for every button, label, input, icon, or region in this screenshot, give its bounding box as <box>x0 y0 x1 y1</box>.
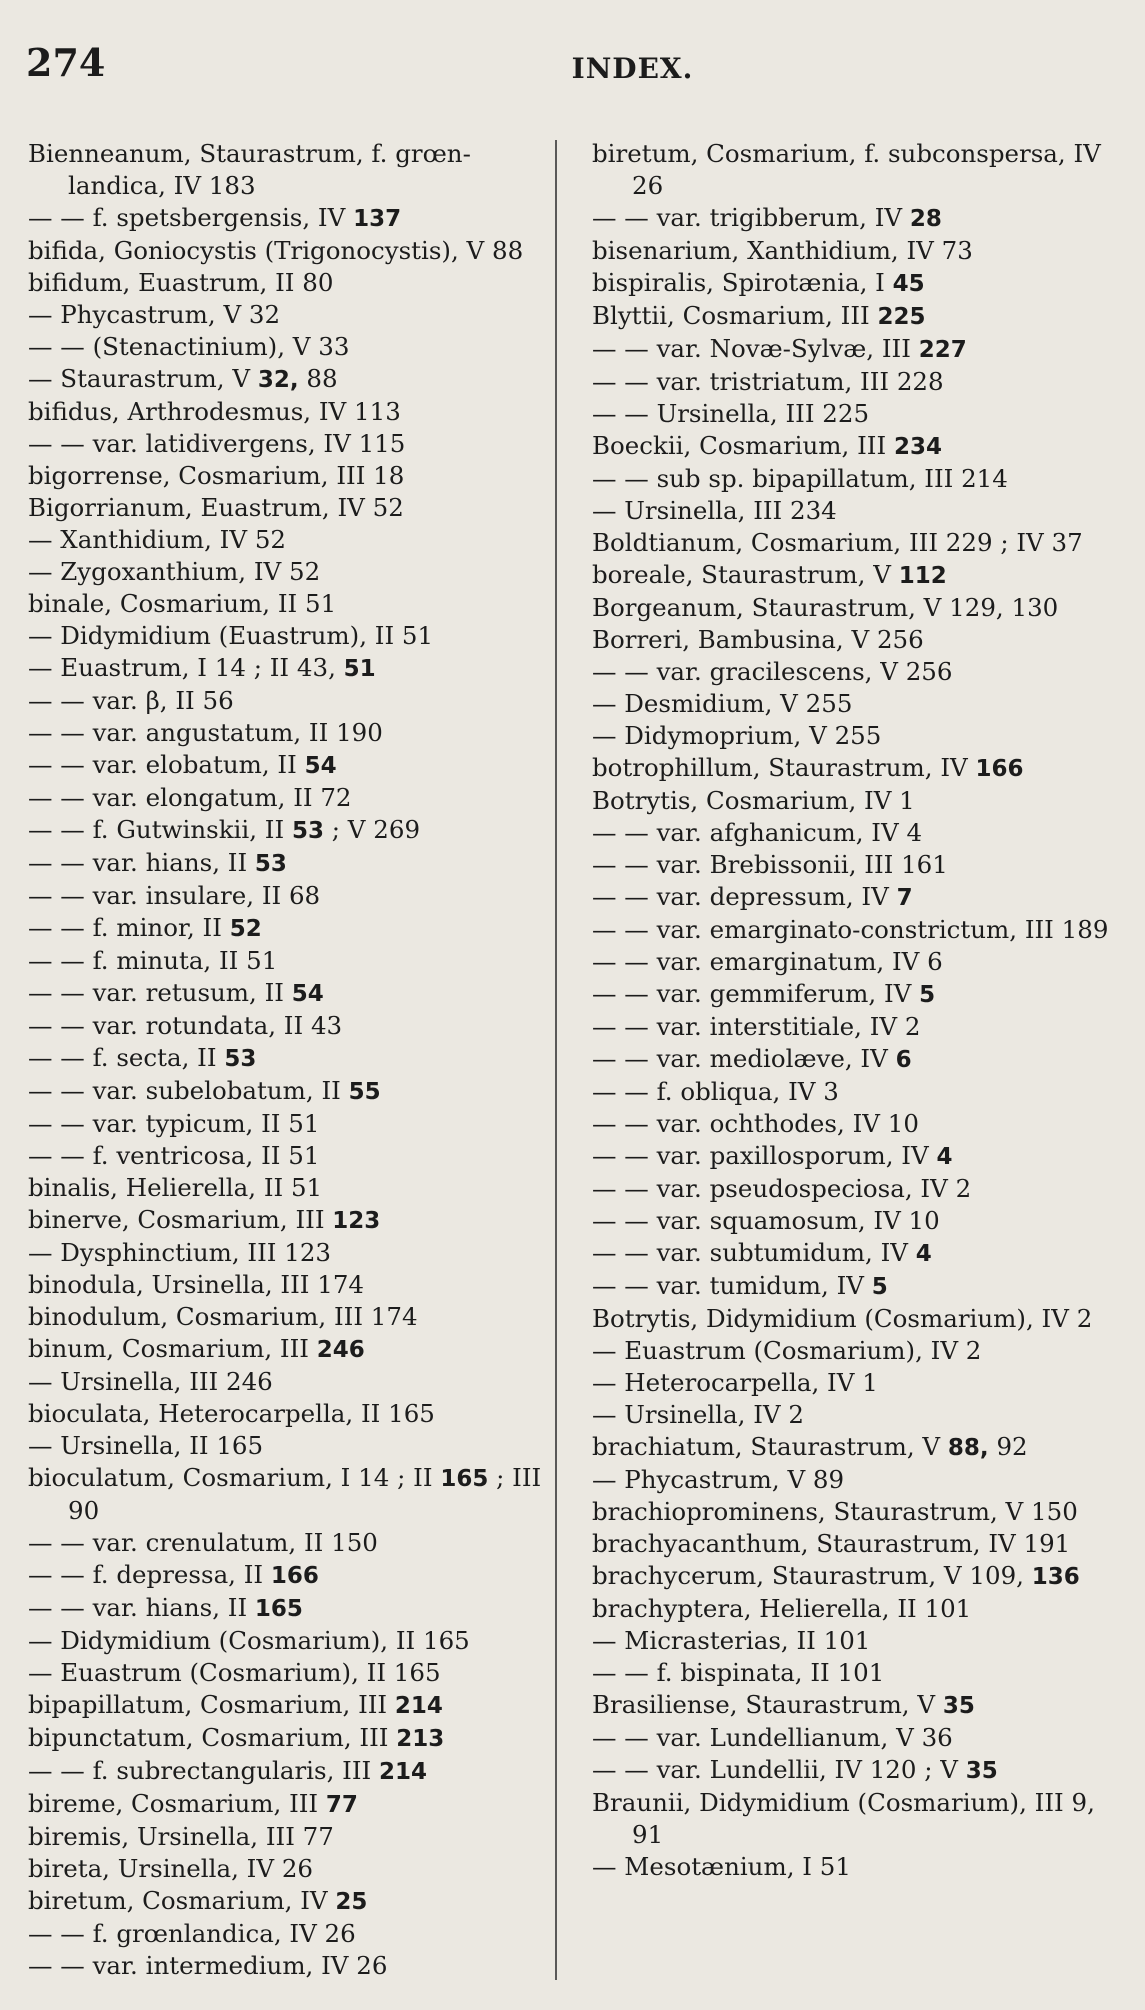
index-entry <box>592 1173 1112 1205</box>
index-entry-page-bold: 28 <box>909 206 942 232</box>
index-entry <box>592 1722 1112 1754</box>
index-entry-text: bispiralis, Spirotænia, I <box>592 268 893 297</box>
index-entry-text: — Phycastrum, V 32 <box>28 300 281 329</box>
index-entry-text: Boldtianum, Cosmarium, III 229 ; IV 37 <box>592 528 1083 557</box>
index-entry-page-bold: 225 <box>877 304 926 330</box>
index-entry <box>592 267 1112 300</box>
index-entry-text: bipapillatum, Cosmarium, III <box>28 1690 395 1719</box>
index-entry <box>28 1108 550 1140</box>
index-entry <box>28 685 550 717</box>
index-entry <box>28 1592 550 1625</box>
index-entry-page-bold: 166 <box>975 756 1024 782</box>
index-entry-text: — — var. elongatum, II 72 <box>28 783 352 812</box>
index-entry-text: Braunii, Didymidium (Cosmarium), III 9, 91 <box>592 1788 1095 1849</box>
index-entry <box>28 299 550 331</box>
index-entry <box>592 1787 1112 1851</box>
index-entry-text: boreale, Staurastrum, V <box>592 560 899 589</box>
index-entry-text: Borreri, Bambusina, V 256 <box>592 625 924 654</box>
index-entry-page-bold: 136 <box>1031 1564 1080 1590</box>
index-entry-text: bifida, Goniocystis (Trigonocystis), V 88 <box>28 236 524 265</box>
index-entry <box>592 752 1112 785</box>
index-entry-text: 88 <box>298 364 338 393</box>
index-entry-page-bold: 165 <box>440 1466 489 1492</box>
index-entry-text: — — var. retusum, II <box>28 978 292 1007</box>
index-entry <box>28 1010 550 1042</box>
index-entry-text: binum, Cosmarium, III <box>28 1334 317 1363</box>
index-entry-text: — — var. ochthodes, IV 10 <box>592 1109 919 1138</box>
index-entry-text: — — f. grœnlandica, IV 26 <box>28 1919 356 1948</box>
index-entry <box>28 1689 550 1722</box>
index-entry <box>28 1755 550 1788</box>
index-entry-text: — — var. typicum, II 51 <box>28 1109 320 1138</box>
index-entry-text: Boeckii, Cosmarium, III <box>592 431 894 460</box>
index-entry-text: — — var. afghanicum, IV 4 <box>592 818 923 847</box>
index-entry <box>28 1269 550 1301</box>
index-entry-text: bireta, Ursinella, IV 26 <box>28 1854 313 1883</box>
index-entry-page-bold: 137 <box>353 206 402 232</box>
index-entry-text: brachyptera, Helierella, II 101 <box>592 1594 972 1623</box>
index-entry-page-bold: 5 <box>871 1274 888 1300</box>
index-entry-text: — — f. obliqua, IV 3 <box>592 1077 839 1106</box>
index-entry-text: — Euastrum (Cosmarium), IV 2 <box>592 1336 982 1365</box>
index-entry <box>28 880 550 912</box>
index-entry <box>592 1303 1112 1335</box>
index-entry-text: — — var. gemmiferum, IV <box>592 979 920 1008</box>
index-column-right <box>592 138 1112 1883</box>
index-entry <box>28 1333 550 1366</box>
index-entry-text: — — var. squamosum, IV 10 <box>592 1206 940 1235</box>
index-entry-page-bold: 6 <box>895 1047 912 1073</box>
index-entry-text: — — var. emarginatum, IV 6 <box>592 947 943 976</box>
index-entry-text: — — var. tristriatum, III 228 <box>592 367 944 396</box>
index-entry-page-bold: 166 <box>270 1563 319 1589</box>
index-entry <box>592 1237 1112 1270</box>
index-entry <box>592 1593 1112 1625</box>
index-entry-text: — Xanthidium, IV 52 <box>28 525 287 554</box>
index-entry <box>28 1625 550 1657</box>
index-entry <box>28 1657 550 1689</box>
index-entry <box>592 817 1112 849</box>
index-entry-page-bold: 32, <box>257 367 299 393</box>
index-entry <box>28 945 550 977</box>
index-entry-page-bold: 53 <box>254 851 287 877</box>
index-entry-page-bold: 214 <box>394 1693 443 1719</box>
index-entry-page-bold: 77 <box>325 1792 358 1818</box>
index-entry <box>592 366 1112 398</box>
index-entry <box>592 688 1112 720</box>
index-entry-page-bold: 5 <box>919 982 936 1008</box>
index-entry-text: — — var. hians, II <box>28 848 255 877</box>
index-entry <box>28 396 550 428</box>
index-entry-text: — Ursinella, IV 2 <box>592 1400 804 1429</box>
index-entry <box>28 1075 550 1108</box>
index-entry <box>592 559 1112 592</box>
index-entry-text: — — f. secta, II <box>28 1043 225 1072</box>
index-entry <box>28 814 550 847</box>
index-entry <box>592 1528 1112 1560</box>
index-entry <box>28 620 550 652</box>
index-entry <box>28 460 550 492</box>
index-entry-text: Bienneanum, Staurastrum, f. grœn-landica, IV 183 <box>28 139 471 200</box>
index-entry-text: ; V 269 <box>323 815 421 844</box>
index-entry <box>28 1950 550 1982</box>
index-entry-page-bold: 214 <box>378 1759 427 1785</box>
index-entry <box>28 1722 550 1755</box>
index-entry-text: Bigorrianum, Euastrum, IV 52 <box>28 493 404 522</box>
index-entry-text: — — var. mediolæve, IV <box>592 1044 896 1073</box>
index-entry-page-bold: 227 <box>918 337 967 363</box>
index-entry-text: — — f. depressa, II <box>28 1560 271 1589</box>
index-entry-text: brachyacanthum, Staurastrum, IV 191 <box>592 1529 1071 1558</box>
index-entry-text: — Didymoprium, V 255 <box>592 721 882 750</box>
index-entry-text: — Euastrum (Cosmarium), II 165 <box>28 1658 441 1687</box>
index-entry-page-bold: 35 <box>965 1758 998 1784</box>
index-entry <box>592 656 1112 688</box>
index-entry-page-bold: 51 <box>343 656 376 682</box>
index-entry-text: bioculata, Heterocarpella, II 165 <box>28 1399 435 1428</box>
index-entry-text: — Euastrum, I 14 ; II 43, <box>28 653 344 682</box>
index-entry <box>28 556 550 588</box>
index-entry <box>28 717 550 749</box>
index-entry-page-bold: 246 <box>316 1337 365 1363</box>
index-entry <box>28 588 550 620</box>
index-entry-text: bifidus, Arthrodesmus, IV 113 <box>28 397 401 426</box>
index-entry-text: Borgeanum, Staurastrum, V 129, 130 <box>592 593 1059 622</box>
index-entry-text: — Phycastrum, V 89 <box>592 1465 845 1494</box>
index-entry <box>28 1853 550 1885</box>
index-entry-text: bigorrense, Cosmarium, III 18 <box>28 461 405 490</box>
index-entry <box>592 881 1112 914</box>
index-entry-text: — — var. rotundata, II 43 <box>28 1011 343 1040</box>
index-entry-text: — — (Stenactinium), V 33 <box>28 332 350 361</box>
index-entry-text: — — f. minor, II <box>28 913 230 942</box>
index-entry <box>28 1366 550 1398</box>
index-entry-text: — Didymidium (Cosmarium), II 165 <box>28 1626 470 1655</box>
index-entry-text: — — f. spetsbergensis, IV <box>28 203 354 232</box>
index-entry-page-bold: 55 <box>348 1079 381 1105</box>
index-entry <box>592 1625 1112 1657</box>
index-entry-text: — — var. tumidum, IV <box>592 1271 872 1300</box>
index-entry <box>28 363 550 396</box>
index-entry-text: biremis, Ursinella, III 77 <box>28 1822 334 1851</box>
index-entry <box>28 1140 550 1172</box>
index-entry <box>592 1076 1112 1108</box>
index-entry <box>592 592 1112 624</box>
index-entry-text: — — var. elobatum, II <box>28 750 305 779</box>
index-entry-text: biretum, Cosmarium, f. subconspersa, IV 26 <box>592 139 1101 200</box>
index-entry <box>28 202 550 235</box>
index-entry <box>28 1885 550 1918</box>
page-title: INDEX. <box>571 52 694 85</box>
index-entry-text: — — var. subelobatum, II <box>28 1076 349 1105</box>
index-entry-text: — — var. β, II 56 <box>28 686 234 715</box>
index-entry-text: — — var. interstitiale, IV 2 <box>592 1012 921 1041</box>
index-entry-page-bold: 53 <box>291 818 324 844</box>
index-entry-text: — Staurastrum, V <box>28 364 258 393</box>
index-entry <box>592 398 1112 430</box>
index-entry-text: — — f. minuta, II 51 <box>28 946 278 975</box>
index-entry-text: binodula, Ursinella, III 174 <box>28 1270 365 1299</box>
index-entry <box>28 652 550 685</box>
index-entry <box>28 847 550 880</box>
index-entry-text: — — var. paxillosporum, IV <box>592 1141 937 1170</box>
index-entry-text: Botrytis, Cosmarium, IV 1 <box>592 786 915 815</box>
index-entry-page-bold: 4 <box>936 1144 953 1170</box>
index-entry <box>592 849 1112 881</box>
index-entry-text: — — var. trigibberum, IV <box>592 203 910 232</box>
index-entry-page-bold: 4 <box>915 1241 932 1267</box>
index-entry <box>592 1140 1112 1173</box>
index-entry-text: — Ursinella, III 234 <box>592 496 837 525</box>
index-entry-text: — — var. depressum, IV <box>592 882 897 911</box>
index-entry <box>592 914 1112 946</box>
index-entry-text: brachycerum, Staurastrum, V 109, <box>592 1561 1032 1590</box>
index-entry <box>28 267 550 299</box>
index-entry <box>28 1918 550 1950</box>
index-entry <box>592 333 1112 366</box>
index-entry-page-bold: 213 <box>396 1726 445 1752</box>
index-entry-text: — Micrasterias, II 101 <box>592 1626 871 1655</box>
index-entry <box>592 495 1112 527</box>
index-entry-page-bold: 25 <box>335 1889 368 1915</box>
index-entry <box>28 1042 550 1075</box>
index-entry-text: binerve, Cosmarium, III <box>28 1205 333 1234</box>
index-entry <box>28 524 550 556</box>
index-entry <box>28 1559 550 1592</box>
index-entry-text: brachiatum, Staurastrum, V <box>592 1432 948 1461</box>
index-entry-text: — — f. Gutwinskii, II <box>28 815 292 844</box>
index-entry-page-bold: 45 <box>892 271 925 297</box>
index-entry <box>592 1011 1112 1043</box>
index-entry <box>28 1821 550 1853</box>
index-entry-page-bold: 7 <box>896 885 913 911</box>
index-entry-page-bold: 234 <box>893 434 942 460</box>
index-entry <box>28 1527 550 1559</box>
index-entry <box>28 1237 550 1269</box>
index-entry-text: Botrytis, Didymidium (Cosmarium), IV 2 <box>592 1304 1093 1333</box>
index-entry-text: bipunctatum, Cosmarium, III <box>28 1723 397 1752</box>
index-entry <box>28 782 550 814</box>
index-entry-text: bireme, Cosmarium, III <box>28 1789 326 1818</box>
index-entry-page-bold: 54 <box>291 981 324 1007</box>
column-divider <box>555 140 557 1980</box>
index-entry-text: — — f. bispinata, II 101 <box>592 1658 885 1687</box>
index-entry-page-bold: 165 <box>254 1596 303 1622</box>
index-entry <box>592 946 1112 978</box>
index-entry-text: — — var. Lundellianum, V 36 <box>592 1723 953 1752</box>
index-entry <box>592 430 1112 463</box>
index-entry <box>592 1399 1112 1431</box>
index-entry-text: — — var. Novæ-Sylvæ, III <box>592 334 919 363</box>
index-entry <box>592 202 1112 235</box>
index-entry <box>592 300 1112 333</box>
index-entry <box>592 1496 1112 1528</box>
index-entry <box>28 1301 550 1333</box>
index-entry-text: bisenarium, Xanthidium, IV 73 <box>592 236 973 265</box>
index-entry <box>592 1464 1112 1496</box>
index-entry-text: — — Ursinella, III 225 <box>592 399 870 428</box>
index-entry-page-bold: 52 <box>229 916 262 942</box>
index-entry-text: ; III 90 <box>68 1463 542 1525</box>
index-entry-text: bioculatum, Cosmarium, I 14 ; II <box>28 1463 441 1492</box>
index-entry <box>592 1108 1112 1140</box>
index-entry <box>28 138 550 202</box>
index-entry <box>592 235 1112 267</box>
index-entry-text: — Didymidium (Euastrum), II 51 <box>28 621 434 650</box>
index-entry <box>592 1043 1112 1076</box>
index-entry-text: — — var. subtumidum, IV <box>592 1238 916 1267</box>
index-entry <box>28 428 550 460</box>
index-entry-text: binalis, Helierella, II 51 <box>28 1173 323 1202</box>
index-entry-text: — — var. Brebissonii, III 161 <box>592 850 948 879</box>
index-entry-text: biretum, Cosmarium, IV <box>28 1886 336 1915</box>
index-entry <box>28 1398 550 1430</box>
index-entry-text: — — var. Lundellii, IV 120 ; V <box>592 1755 966 1784</box>
index-entry-text: bifidum, Euastrum, II 80 <box>28 268 334 297</box>
index-entry <box>592 720 1112 752</box>
index-entry-text: — — var. gracilescens, V 256 <box>592 657 953 686</box>
index-entry-text: — Heterocarpella, IV 1 <box>592 1368 878 1397</box>
index-entry-text: — — f. subrectangularis, III <box>28 1756 379 1785</box>
index-entry-page-bold: 53 <box>224 1046 257 1072</box>
index-entry <box>592 978 1112 1011</box>
index-entry <box>28 492 550 524</box>
index-entry <box>592 1689 1112 1722</box>
index-entry <box>28 1462 550 1527</box>
index-entry-page-bold: 54 <box>304 753 337 779</box>
index-entry-text: — Ursinella, II 165 <box>28 1431 264 1460</box>
index-entry <box>28 749 550 782</box>
index-entry <box>592 1851 1112 1883</box>
index-entry <box>28 1788 550 1821</box>
index-entry-text: — — var. angustatum, II 190 <box>28 718 383 747</box>
index-entry-text: — — var. hians, II <box>28 1593 255 1622</box>
index-entry-text: — Ursinella, III 246 <box>28 1367 273 1396</box>
index-entry <box>592 527 1112 559</box>
index-entry <box>28 331 550 363</box>
index-entry-text: — — f. ventricosa, II 51 <box>28 1141 320 1170</box>
index-entry <box>592 1754 1112 1787</box>
index-entry <box>592 1657 1112 1689</box>
index-entry <box>28 977 550 1010</box>
index-entry <box>28 235 550 267</box>
index-entry <box>592 1270 1112 1303</box>
index-entry-text: — — var. emarginato-constrictum, III 189 <box>592 915 1109 944</box>
index-entry <box>592 463 1112 495</box>
index-entry <box>28 912 550 945</box>
index-entry <box>592 1367 1112 1399</box>
index-entry-text: — — var. crenulatum, II 150 <box>28 1528 378 1557</box>
index-entry <box>592 1205 1112 1237</box>
index-entry-text: — — var. latidivergens, IV 115 <box>28 429 406 458</box>
index-entry-page-bold: 35 <box>942 1693 975 1719</box>
index-entry <box>592 1431 1112 1464</box>
index-entry-text: — — var. intermedium, IV 26 <box>28 1951 388 1980</box>
index-entry-text: — — var. pseudospeciosa, IV 2 <box>592 1174 972 1203</box>
index-entry-text: 92 <box>988 1432 1028 1461</box>
index-entry-text: — Dysphinctium, III 123 <box>28 1238 331 1267</box>
index-entry-text: binodulum, Cosmarium, III 174 <box>28 1302 418 1331</box>
index-entry-text: binale, Cosmarium, II 51 <box>28 589 337 618</box>
index-entry-text: — Desmidium, V 255 <box>592 689 853 718</box>
index-entry-page-bold: 123 <box>332 1208 381 1234</box>
index-entry-text: — Zygoxanthium, IV 52 <box>28 557 321 586</box>
index-entry <box>592 1560 1112 1593</box>
index-column-left <box>28 138 550 1982</box>
index-entry-text: — — sub sp. bipapillatum, III 214 <box>592 464 1008 493</box>
index-entry-text: — Mesotænium, I 51 <box>592 1852 851 1881</box>
index-entry <box>592 138 1112 202</box>
index-entry-text: botrophillum, Staurastrum, IV <box>592 753 976 782</box>
index-entry <box>28 1430 550 1462</box>
index-entry <box>592 785 1112 817</box>
page-number: 274 <box>26 40 106 85</box>
index-entry <box>28 1204 550 1237</box>
index-entry-text: brachioprominens, Staurastrum, V 150 <box>592 1497 1078 1526</box>
index-entry-text: Brasiliense, Staurastrum, V <box>592 1690 943 1719</box>
index-entry-page-bold: 112 <box>898 563 947 589</box>
index-entry-text: — — var. insulare, II 68 <box>28 881 321 910</box>
index-entry <box>592 624 1112 656</box>
index-entry-text: Blyttii, Cosmarium, III <box>592 301 878 330</box>
index-entry <box>28 1172 550 1204</box>
index-entry-page-bold: 88, <box>947 1435 989 1461</box>
index-entry <box>592 1335 1112 1367</box>
